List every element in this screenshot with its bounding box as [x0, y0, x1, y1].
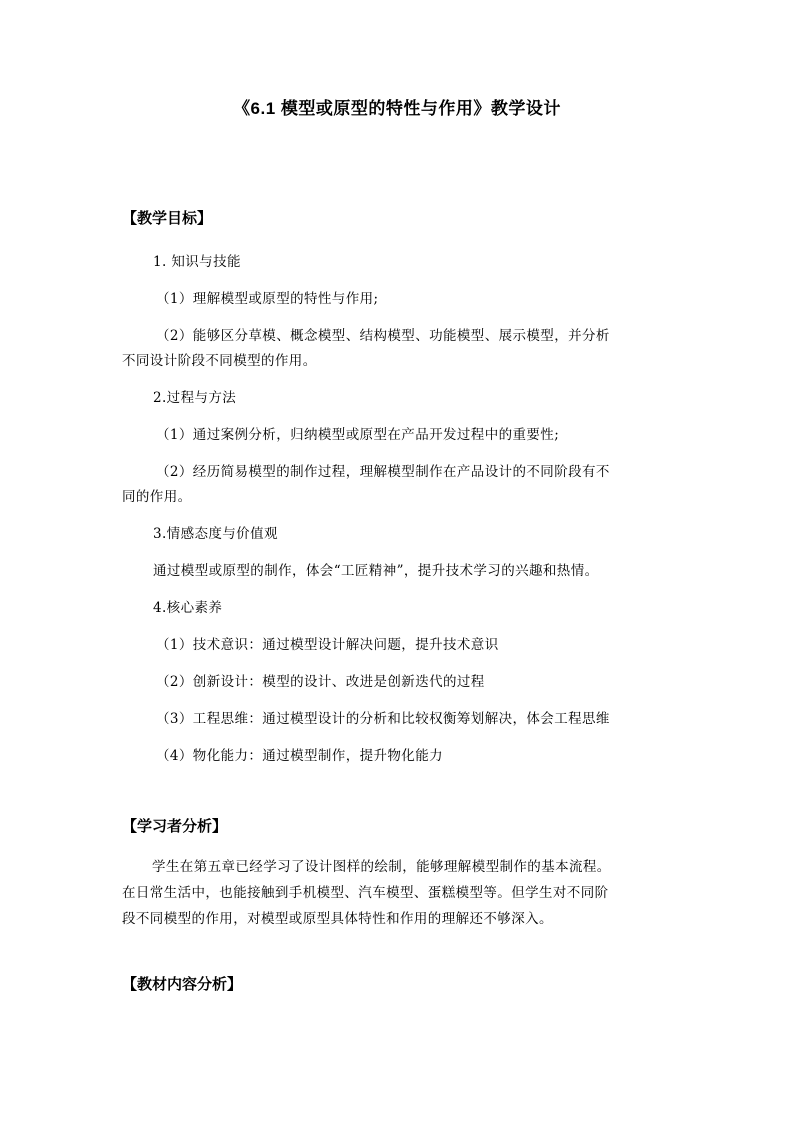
knowledge-item-2-line-2: 不同设计阶段不同模型的作用。: [122, 353, 317, 369]
process-item-1: （1）通过案例分析，归纳模型或原型在产品开发过程中的重要性;: [156, 427, 560, 443]
core-item-2: （2）创新设计：模型的设计、改进是创新迭代的过程: [156, 674, 485, 690]
learners-line-1: 学生在第五章已经学习了设计图样的绘制，能够理解模型制作的基本流程。: [152, 859, 611, 875]
learners-line-2: 在日常生活中，也能接触到手机模型、汽车模型、蛋糕模型等。但学生对不同阶: [122, 885, 609, 901]
document-title: 《6.1 模型或原型的特性与作用》教学设计: [233, 99, 561, 118]
section-heading-learners: 【学习者分析】: [122, 817, 228, 835]
knowledge-heading: 1. 知识与技能: [153, 254, 241, 270]
emotion-heading: 3.情感态度与价值观: [153, 526, 278, 542]
core-item-4: （4）物化能力：通过模型制作，提升物化能力: [156, 748, 443, 764]
core-item-3: （3）工程思维：通过模型设计的分析和比较权衡筹划解决，体会工程思维: [156, 711, 610, 727]
section-heading-objectives: 【教学目标】: [122, 209, 213, 227]
knowledge-item-1: （1）理解模型或原型的特性与作用;: [156, 291, 379, 307]
knowledge-item-2-line-1: （2）能够区分草模、概念模型、结构模型、功能模型、展示模型，并分析: [156, 328, 610, 344]
emotion-text: 通过模型或原型的制作，体会“工匠精神”，提升技术学习的兴趣和热情。: [153, 563, 599, 579]
process-item-2-line-2: 同的作用。: [122, 489, 192, 505]
learners-line-3: 段不同模型的作用，对模型或原型具体特性和作用的理解还不够深入。: [122, 911, 553, 927]
process-heading: 2.过程与方法: [153, 390, 237, 406]
process-item-2-line-1: （2）经历简易模型的制作过程，理解模型制作在产品设计的不同阶段有不: [156, 464, 610, 480]
core-item-1: （1）技术意识：通过模型设计解决问题，提升技术意识: [156, 637, 499, 653]
section-heading-content: 【教材内容分析】: [122, 975, 243, 993]
core-heading: 4.核心素养: [153, 600, 223, 616]
